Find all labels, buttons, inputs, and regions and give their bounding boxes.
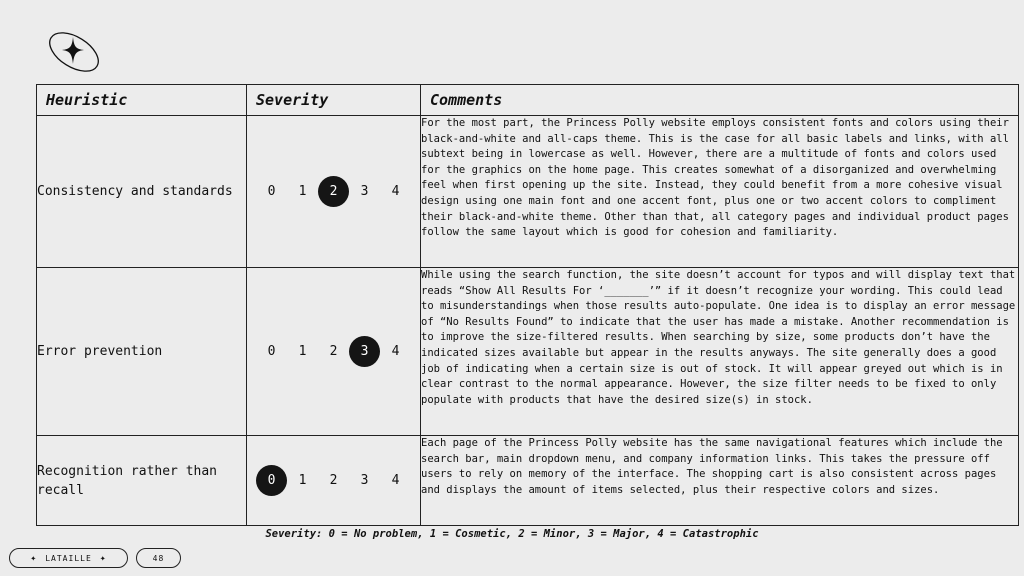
page-number: 48: [152, 553, 165, 563]
severity-option: 3: [360, 184, 369, 199]
page-number-pill: [136, 548, 181, 568]
table-row: [37, 116, 1019, 268]
brand-pill: [9, 548, 128, 568]
severity-option: 0: [267, 344, 276, 359]
brand-label: LATAILLE: [45, 553, 92, 563]
severity-cell: [247, 116, 421, 268]
header-heuristic: Heuristic: [37, 85, 247, 116]
severity-option: 4: [391, 473, 400, 488]
header-comments: Comments: [421, 85, 1019, 116]
severity-option: 3: [360, 473, 369, 488]
comment-text: Each page of the Princess Polly website has the same navigational features which include the search bar, main dropdown menu, and company information links. This takes the pressure off users to rely on memory of the interface. The shopping cart is also consistent across pages and displays the amount of items selected, plus their respective colors and sizes.: [421, 436, 1019, 526]
severity-option: 4: [391, 344, 400, 359]
heuristic-table: [36, 84, 1019, 526]
sparkle-icon: ✦: [99, 552, 107, 564]
severity-option: 1: [298, 473, 307, 488]
severity-legend: Severity: 0 = No problem, 1 = Cosmetic, 2 = Minor, 3 = Major, 4 = Catastrophic: [265, 528, 759, 540]
header-severity: Severity: [247, 85, 421, 116]
table-row: [37, 436, 1019, 526]
severity-cell: [247, 436, 421, 526]
severity-selected: 3: [349, 336, 380, 367]
severity-option: 2: [329, 473, 338, 488]
heuristic-name: Consistency and standards: [37, 116, 247, 268]
severity-scale: [247, 465, 420, 496]
table-header-row: [37, 85, 1019, 116]
comment-text: For the most part, the Princess Polly website employs consistent fonts and colors using their black-and-white and all-caps theme. This is the case for all basic labels and links, with all subtext being in lowercase as well. However, there are a multitude of fonts and colors used for the graphics on the home page. This creates somewhat of a disorganized and overwhelming feel when first opening up the site. Instead, they could benefit from a more cohesive visual design using one main font and one accent font, plus one or two accent colors to compliment their black-and-white theme. Other than that, all category pages and individual product pages follow the same layout which is good for cohesion and familiarity.: [421, 116, 1019, 268]
severity-selected: 0: [256, 465, 287, 496]
heuristic-name: Recognition rather than recall: [37, 436, 247, 526]
sparkle-icon: ✦: [30, 552, 38, 564]
severity-selected: 2: [318, 176, 349, 207]
severity-option: 4: [391, 184, 400, 199]
severity-option: 0: [267, 184, 276, 199]
severity-scale: [247, 336, 420, 367]
sparkle-logo-icon: [46, 29, 102, 75]
comment-text: While using the search function, the site doesn’t account for typos and will display text that reads “Show All Results For ‘_______’” if it doesn’t recognize your wording. This could lead to misunderstandings when those results auto-populate. One idea is to display an error message of “No Results Found” to indicate that the user has made a mistake. Another recommendation is to improve the size-filtered results. When searching by size, some products don’t have the indicated sizes available but appear in the results anyways. The site generally does a good job of indicating when a certain size is out of stock. It will appear greyed out which is in clear contrast to the normal appearance. However, the size filter needs to be fixed to only populate with products that have the desired size(s) in stock.: [421, 268, 1019, 436]
severity-option: 1: [298, 184, 307, 199]
heuristic-name: Error prevention: [37, 268, 247, 436]
severity-option: 2: [329, 344, 338, 359]
table-row: [37, 268, 1019, 436]
severity-option: 1: [298, 344, 307, 359]
severity-scale: [247, 176, 420, 207]
severity-cell: [247, 268, 421, 436]
